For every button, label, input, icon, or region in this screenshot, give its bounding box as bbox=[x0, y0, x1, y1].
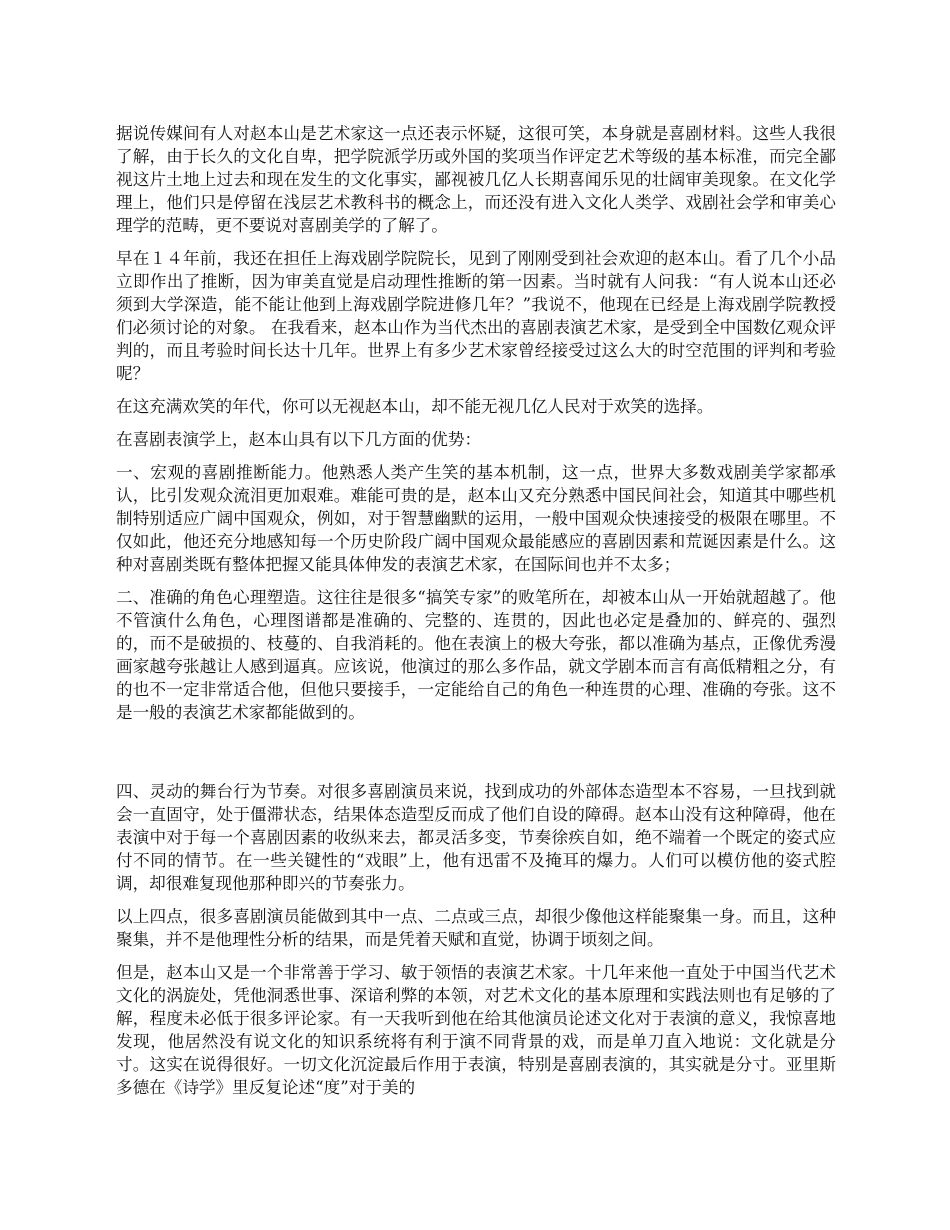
paragraph-point-four: 四、灵动的舞台行为节奏。对很多喜剧演员来说，找到成功的外部体态造型本不容易，一旦找到就会一直固守，处于僵滞状态，结果体态造型反而成了他们自设的障碍。赵本山没有这种障碍，他在表演中对于每一个喜剧因素的收纵来去，都灵活多变，节奏徐疾自如，绝不端着一个既定的姿式应付不同的情节。在一些关键性的“戏眼”上，他有迅雷不及掩耳的爆力。人们可以模仿他的姿式腔调，却很难复现他那种即兴的节奏张力。 bbox=[116, 782, 836, 893]
paragraph-spacer bbox=[116, 576, 836, 586]
section-gap bbox=[116, 724, 836, 780]
paragraph-spacer bbox=[116, 418, 836, 428]
paragraph-spacer bbox=[116, 237, 836, 247]
paragraph-point-two: 二、准确的角色心理塑造。这往往是很多“搞笑专家”的败笔所在，却被本山从一开始就超越了。他不管演什么角色，心理图谱都是准确的、完整的、连贯的，因此也必定是叠加的、鲜亮的、强烈的，而不是破损的、枝蔓的、自我消耗的。他在表演上的极大夸张，都以准确为基点，正像优秀漫画家越夸张越让人感到逼真。应该说，他演过的那么多作品，就文学剧本而言有高低精粗之分，有的也不一定非常适合他，但他只要接手，一定能给自己的角色一种连贯的心理、准确的夸张。这不是一般的表演艺术家都能做到的。 bbox=[116, 588, 836, 722]
paragraph-spacer bbox=[116, 451, 836, 461]
paragraph-point-one: 一、宏观的喜剧推断能力。他熟悉人类产生笑的基本机制，这一点，世界大多数戏剧美学家都承认，比引发观众流泪更加艰难。难能可贵的是，赵本山又充分熟悉中国民间社会，知道其中哪些机制特别适应广阔中国观众，例如，对于智慧幽默的运用，一般中国观众快速接受的极限在哪里。不仅如此，他还充分地感知每一个历史阶段广阔中国观众最能感应的喜剧因素和荒诞因素是什么。这种对喜剧类既有整体把握又能具体伸发的表演艺术家，在国际间也并不太多； bbox=[116, 463, 836, 574]
paragraph-summary: 以上四点，很多喜剧演员能做到其中一点、二点或三点，却很少像他这样能聚集一身。而且，这种聚集，并不是他理性分析的结果，而是凭着天赋和直觉，协调于顷刻之间。 bbox=[116, 907, 836, 949]
paragraph-laughter: 在这充满欢笑的年代，你可以无视赵本山，却不能无视几亿人民对于欢笑的选择。 bbox=[116, 397, 714, 416]
paragraph-memory: 早在１４年前，我还在担任上海戏剧学院院长，见到了刚刚受到社会欢迎的赵本山。看了几个小品立即作出了推断，因为审美直觉是启动理性推断的第一因素。当时就有人问我：“有人说本山还必须到大学深造，能不能让他到上海戏剧学院进修几年？”我说不，他现在已经是上海戏剧学院教授们必须讨论的对象。 在我看来，赵本山作为当代杰出的喜剧表演艺术家，是受到全中国数亿观众评判的，而且考验时间长达十几年。世界上有多少艺术家曾经接受过这么大的时空范围的评判和考验呢？ bbox=[116, 249, 836, 383]
document-body bbox=[116, 122, 836, 1099]
paragraph-spacer bbox=[116, 385, 836, 395]
paragraph-learning: 但是，赵本山又是一个非常善于学习、敏于领悟的表演艺术家。十几年来他一直处于中国当代艺术文化的涡旋处，凭他洞悉世事、深谙利弊的本领，对艺术文化的基本原理和实践法则也有足够的了解，程度未必低于很多评论家。有一天我听到他在给其他演员论述文化对于表演的意义，我惊喜地发现，他居然没有说文化的知识系统将有利于演不同背景的戏，而是单刀直入地说：文化就是分寸。这实在说得很好。一切文化沉淀最后作用于表演，特别是喜剧表演的，其实就是分寸。亚里斯多德在《诗学》里反复论述“度”对于美的 bbox=[116, 963, 836, 1097]
paragraph-intro: 据说传媒间有人对赵本山是艺术家这一点还表示怀疑，这很可笑，本身就是喜剧材料。这些人我很了解，由于长久的文化自卑，把学院派学历或外国的奖项当作评定艺术等级的基本标准，而完全鄙视这片土地上过去和现在发生的文化事实，鄙视被几亿人长期喜闻乐见的壮阔审美现象。在文化学理上，他们只是停留在浅层艺术教科书的概念上，而还没有进入文化人类学、戏剧社会学和审美心理学的范畴，更不要说对喜剧美学的了解了。 bbox=[116, 124, 836, 235]
paragraph-spacer bbox=[116, 895, 836, 905]
paragraph-spacer bbox=[116, 951, 836, 961]
paragraph-advantages-heading: 在喜剧表演学上，赵本山具有以下几方面的优势： bbox=[116, 430, 482, 449]
